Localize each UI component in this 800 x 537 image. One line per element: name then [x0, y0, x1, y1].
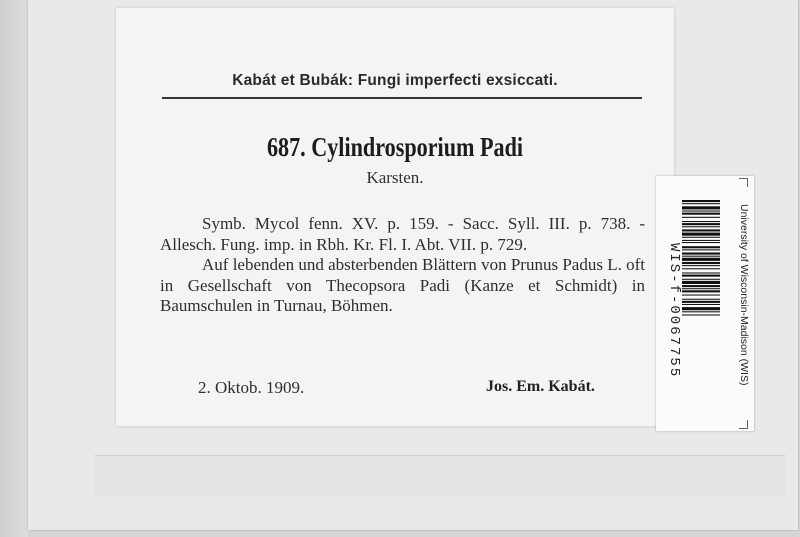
label-body — [160, 214, 645, 317]
barcode-label — [656, 176, 754, 431]
references-text: Symb. Mycol fenn. XV. p. 159. - Sacc. Syll. III. p. 738. - Allesch. Fung. imp. in Rbh. Kr. Fl. I. Abt. VII. p. 729. — [160, 214, 645, 254]
barcode-number: WIS-f-0067755 — [666, 243, 682, 379]
header-rule — [162, 97, 642, 99]
species-title: 687. Cylindrosporium Padi — [266, 132, 524, 162]
sheet-edge — [0, 0, 28, 537]
packet-fold — [95, 455, 785, 496]
series-header: Kabát et Bubák: Fungi imperfecti exsiccati. — [232, 72, 558, 89]
barcode-icon — [682, 200, 720, 422]
habitat-text: Auf lebenden und absterbenden Blättern von Prunus Padus L. oft in Gesellschaft von Thecopsora Padi (Kanze et Schmidt) in Baumschulen in Turnau, Böhmen. — [160, 255, 645, 315]
collector-name: Jos. Em. Kabát. — [486, 378, 595, 395]
corner-mark-bottom — [739, 420, 748, 429]
specimen-label — [116, 8, 674, 426]
species-author: Karsten. — [366, 168, 424, 187]
institution-name: University of Wisconsin-Madison (WIS) — [738, 204, 750, 386]
collection-date: 2. Oktob. 1909. — [198, 378, 305, 397]
corner-mark-top — [739, 178, 748, 187]
